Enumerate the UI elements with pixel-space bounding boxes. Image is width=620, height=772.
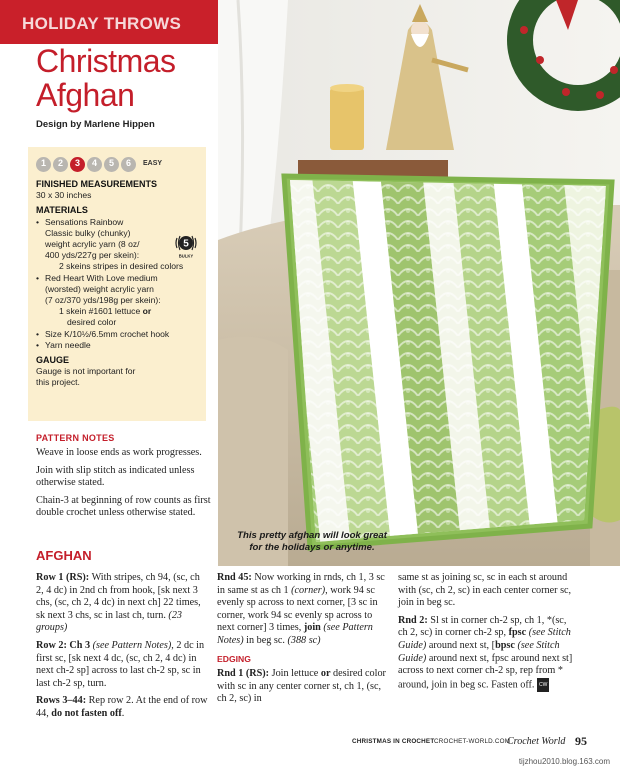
material-1-line-e: 2 skeins stripes in desired colors [59, 261, 184, 272]
edging-rnd-1-label: Rnd 1 (RS): [217, 668, 270, 680]
rnd-45-text-b: , work 94 sc evenly sp across to next corner, [3 sc in corner, work 94 sc evenly sp across to next corner] 3 times, [217, 584, 378, 634]
info-panel [28, 147, 206, 421]
designer-byline: Design by Marlene Hippen [36, 119, 155, 130]
pattern-notes-body [36, 447, 212, 525]
material-item-2 [36, 273, 200, 329]
edging-rnd-1-instruction [217, 668, 389, 706]
material-1-line-b: Classic bulky (chunky) [45, 227, 131, 238]
pattern-note-2: Join with slip stitch as indicated unless otherwise stated. [36, 464, 195, 489]
row-1-count: (23 groups) [36, 609, 183, 634]
rnd-45-pattern-note: (see Pattern Notes) [217, 622, 373, 646]
info-panel-content [36, 155, 200, 389]
gauge-line-a: Gauge is not important for [36, 366, 136, 377]
material-2-line-c: (7 oz/370 yds/198g per skein): [45, 295, 161, 306]
material-2-line-b: (worsted) weight acrylic yarn [45, 283, 154, 294]
edging-rnd-1-text-a: Join lettuce [269, 668, 321, 680]
rows-3-44-end: . [121, 707, 125, 719]
gauge-line-b: this project. [36, 377, 80, 388]
instructions-column-3 [398, 572, 574, 697]
material-item-3: • Size K/10½/6.5mm crochet hook [36, 329, 200, 340]
page-footer [0, 736, 620, 752]
finished-measurements-heading: FINISHED MEASUREMENTS [36, 179, 158, 189]
material-1-line-a: • Sensations Rainbow [45, 216, 124, 227]
page-number: 95 [575, 734, 587, 748]
row-2-label: Row 2: Ch 3 [36, 639, 91, 651]
bpsc-stitch-guide-note: (see Stitch Guide) [398, 639, 560, 664]
edging-rnd-2-text-b: around next st, [ [426, 639, 496, 651]
row-1-instruction [36, 572, 208, 635]
photo-caption-line-2: for the holidays or anytime. [249, 542, 375, 553]
pattern-notes-heading: PATTERN NOTES [36, 433, 115, 443]
footer-magazine-name: CHRISTMAS IN CROCHET [352, 738, 435, 745]
footer-brand: Crochet World [507, 736, 566, 747]
fpsc-term: fpsc [508, 627, 527, 639]
material-2-line-e: desired color [67, 317, 117, 328]
edging-rnd-2-text-c: around next st, fpsc around next st] across to next corner ch-2 sp, rep from * around, join in beg sc. Fasten off. [398, 652, 573, 691]
rnd-45-text-a: Now working in rnds, ch 1, 3 sc in same st as ch 1 [217, 572, 385, 596]
rows-3-44-emphasis: do not fasten off [51, 707, 122, 719]
instructions-column-2 [217, 572, 389, 711]
skill-level-5: 5 [104, 157, 119, 172]
edging-heading: EDGING [217, 653, 251, 664]
edging-rnd-1-text-b: desired color with sc in any center corner st, ch 1, (sc, ch 2, sc) in [217, 668, 386, 705]
yarn-weight-number: 5 [183, 238, 189, 250]
material-1-line-d: 400 yds/227g per skein): [45, 250, 140, 261]
rnd-45-join: join [303, 622, 321, 634]
material-item-4: • Yarn needle [36, 340, 200, 351]
materials-heading: MATERIALS [36, 205, 88, 216]
rows-3-44-instruction [36, 695, 208, 720]
photo-caption-line-1: This pretty afghan will look great [237, 530, 387, 541]
rnd-45-text-c: in beg sc. [243, 634, 288, 646]
row-2-instruction [36, 640, 208, 690]
rnd-45-label: Rnd 45: [217, 572, 252, 583]
afghan-heading: AFGHAN [36, 548, 92, 563]
skill-level-row [36, 155, 200, 173]
end-of-pattern-mark: CW [537, 678, 549, 693]
title-line-2: Afghan [36, 77, 135, 113]
material-1-line-c: weight acrylic yarn (8 oz/ [45, 239, 140, 250]
blog-watermark: tijzhou2010.blog.163.com [518, 757, 610, 766]
rnd-45-count: (388 sc) [287, 634, 321, 646]
finished-measurements-value: 30 x 30 inches [36, 190, 92, 201]
bpsc-term: bpsc [495, 639, 515, 651]
row-2-note: (see Pattern Notes) [90, 639, 172, 651]
material-2-line-a: • Red Heart With Love medium [45, 272, 158, 283]
material-2-line-d: 1 skein #1601 lettuce [59, 306, 141, 317]
photo-caption [224, 530, 400, 554]
afghan-photo [218, 0, 620, 566]
edging-rnd-1-continued: same st as joining sc, sc in each st around with (sc, ch 2, sc) in each center corner sc, join in beg sc. [398, 572, 572, 609]
skill-level-label: EASY [143, 160, 163, 168]
footer-website: CROCHET-WORLD.COM [434, 738, 511, 745]
rows-3-44-text: Rep row 2. At the end of row 44, [36, 695, 208, 719]
skill-level-1: 1 [36, 157, 51, 172]
skill-level-6: 6 [121, 157, 136, 172]
material-2-or: or [142, 306, 152, 317]
skill-level-4: 4 [87, 157, 102, 172]
row-1-label: Row 1 (RS): [36, 572, 90, 583]
edging-rnd-2-text-a: Sl st in corner ch-2 sp, ch 1, *(sc, ch 2, sc) in corner ch-2 sp, [398, 614, 567, 639]
pattern-note-3: Chain-3 at beginning of row counts as first double crochet unless otherwise stated. [36, 494, 211, 519]
rnd-45-instruction [217, 572, 389, 648]
gauge-heading: GAUGE [36, 355, 70, 366]
row-1-text: With stripes, ch 94, (sc, ch 2, 4 dc) in 2nd ch from hook, [sk next 3 chs, (sc, ch 2, 4 dc) in next ch] 22 times, sk next 3 chs, sc in last ch, turn. [36, 572, 201, 621]
title-line-1: Christmas [36, 43, 176, 79]
row-2-text: , 2 dc in first sc, [sk next 4 dc, (sc, ch 2, 4 dc) in next ch-2 sp] across to last ch-2 sp, sc in last ch-2 sp, turn. [36, 639, 205, 689]
bulky-yarn-weight-icon [174, 233, 198, 259]
skill-level-3-active: 3 [70, 157, 85, 172]
edging-rnd-2-instruction [398, 615, 574, 693]
rnd-45-corner-note: (corner) [291, 584, 326, 596]
section-label: HOLIDAY THROWS [22, 14, 182, 33]
page-title [36, 44, 216, 112]
edging-rnd-1-or: or [320, 668, 331, 680]
afghan-photo-illustration [218, 0, 620, 566]
rows-3-44-label: Rows 3–44: [36, 695, 87, 707]
pattern-note-1: Weave in loose ends as work progresses. [36, 447, 202, 458]
instructions-column-1 [36, 572, 208, 726]
yarn-weight-label: BULKY [178, 253, 194, 259]
edging-rnd-2-label: Rnd 2: [398, 614, 428, 626]
skill-level-2: 2 [53, 157, 68, 172]
fpsc-stitch-guide-note: (see Stitch Guide) [398, 627, 571, 651]
